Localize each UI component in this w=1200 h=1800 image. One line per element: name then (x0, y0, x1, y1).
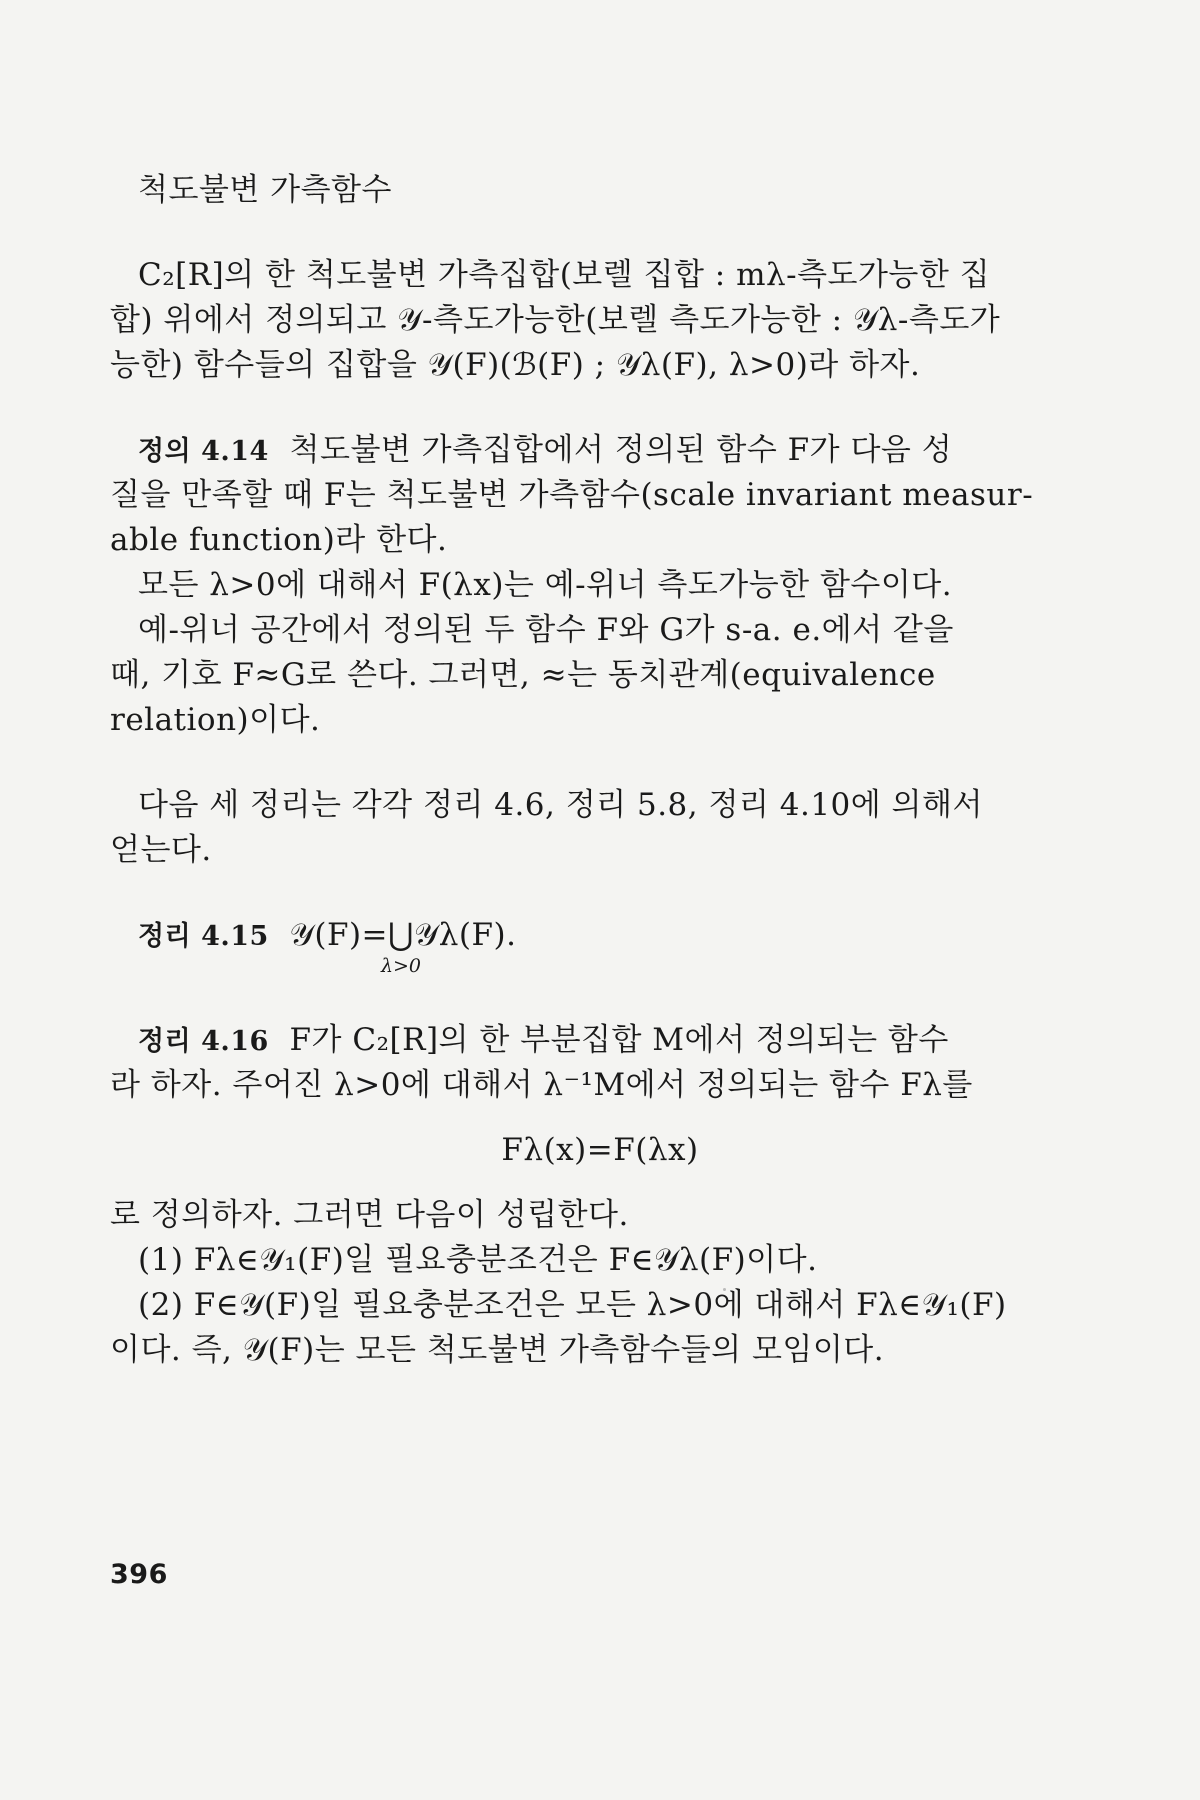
theorem-4-16-line-2: 라 하자. 주어진 λ>0에 대해서 λ⁻¹M에서 정의되는 함수 Fλ를 (110, 1067, 973, 1103)
definition-line-2: 질을 만족할 때 F는 척도불변 가측함수(scale invariant measur- (110, 477, 1034, 513)
definition-line-7: relation)이다. (110, 702, 321, 738)
theorem-4-16-item-2: (2) F∈𝒴(F)일 필요충분조건은 모든 λ>0에 대해서 Fλ∈𝒴₁(F) (138, 1287, 1007, 1323)
theorem-4-16-line-1 (138, 1020, 949, 1062)
page-number: 396 (110, 1559, 168, 1590)
definition-line-5: 예-위너 공간에서 정의된 두 함수 F와 G가 s-a. e.에서 같을 (138, 612, 954, 648)
intro-line-3: 능한) 함수들의 집합을 𝒴(F)(ℬ(F) ; 𝒴λ(F), λ>0)라 하자. (110, 347, 921, 383)
display-formula: Fλ(x)=F(λx) (501, 1132, 699, 1168)
definition-line-1 (138, 430, 952, 472)
theorem-4-15-label: 정리 4.15 (138, 921, 269, 952)
paragraph-2-line-1: 다음 세 정리는 각각 정리 4.6, 정리 5.8, 정리 4.10에 의해서 (138, 787, 983, 823)
definition-line-6: 때, 기호 F≈G로 쓴다. 그러면, ≈는 동치관계(equivalence (110, 657, 936, 693)
definition-text: 척도불변 가측집합에서 정의된 함수 F가 다음 성 (289, 432, 953, 468)
intro-line-2: 합) 위에서 정의되고 𝒴-측도가능한(보렐 측도가능한 : 𝒴λ-측도가 (110, 302, 1001, 338)
theorem-4-15-formula: 𝒴(F)=⋃𝒴λ(F). (289, 917, 517, 953)
theorem-4-16-item-1: (1) Fλ∈𝒴₁(F)일 필요충분조건은 F∈𝒴λ(F)이다. (138, 1242, 818, 1278)
union-subscript: λ>0 (380, 955, 422, 977)
theorem-4-16-line-4: 이다. 즉, 𝒴(F)는 모든 척도불변 가측함수들의 모임이다. (110, 1332, 885, 1368)
theorem-4-16-line-3: 로 정의하자. 그러면 다음이 성립한다. (110, 1197, 629, 1233)
theorem-4-15 (138, 915, 516, 957)
theorem-4-16-label: 정리 4.16 (138, 1026, 269, 1057)
theorem-4-16-text: F가 C₂[R]의 한 부분집합 M에서 정의되는 함수 (289, 1022, 949, 1058)
definition-line-3: able function)라 한다. (110, 522, 448, 558)
running-title: 척도불변 가측함수 (138, 172, 392, 208)
definition-label: 정의 4.14 (138, 436, 269, 467)
intro-line-1: C₂[R]의 한 척도불변 가측집합(보렐 집합 : mλ-측도가능한 집 (138, 257, 991, 293)
definition-line-4: 모든 λ>0에 대해서 F(λx)는 예-위너 측도가능한 함수이다. (138, 567, 953, 603)
paragraph-2-line-2: 얻는다. (110, 832, 212, 868)
